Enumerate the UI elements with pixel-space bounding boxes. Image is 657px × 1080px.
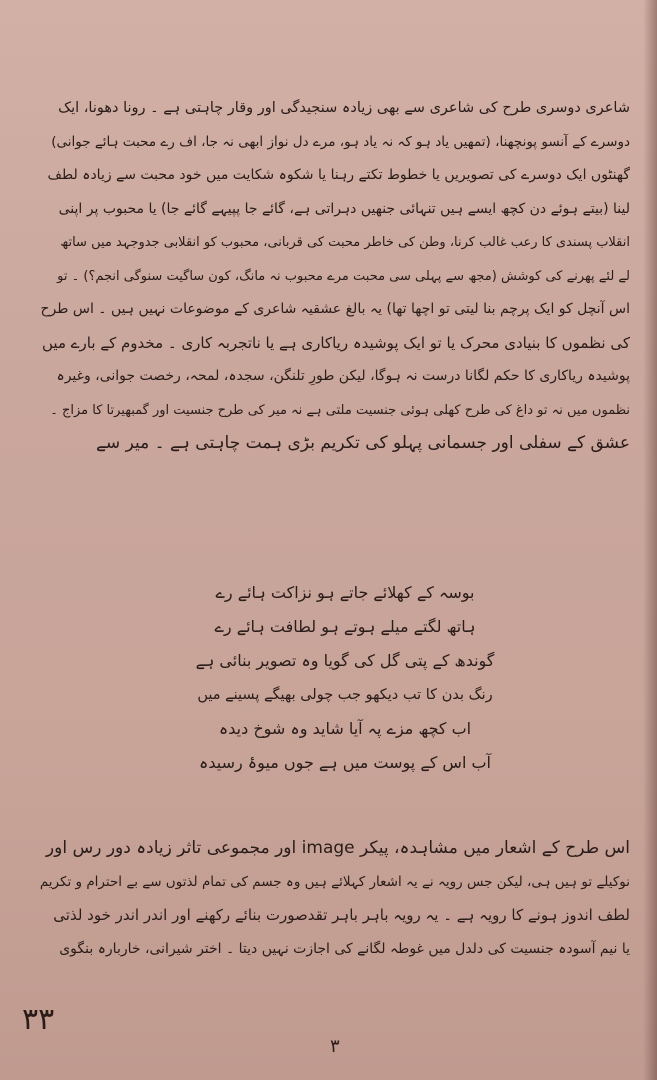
page-number: ۳۳ [22, 1002, 55, 1037]
prose-line: اس آنچل کو ایک پرچم بنا لیتی تو اچھا تھا) یہ بالغ عشقیہ شاعری کے موضوعات نہیں ہیں ۔ اس طرح [40, 301, 630, 317]
prose-line: انقلاب پسندی کا رعب غالب کرنا، وطن کی خاطر محبت کی قربانی، محبوب کو انقلابی جدوجہد میں ساتھ [60, 235, 630, 250]
verse-line: آب اس کے پوست میں ہے جوں میوۂ رسیدہ [198, 753, 491, 772]
prose-line: لے لئے پھرنے کی کوشش (مجھ سے پہلی سی محبت مرے محبوب نہ مانگ، کون ساگیت سنوگی انجم؟) ۔ تو [57, 268, 630, 284]
prose-line: دوسرے کے آنسو پونچھنا، (تمھیں یاد ہو کہ نہ یاد ہو، مرے دل نواز ابھی نہ جا، اف رے محبت ہائے جوانی) [51, 133, 630, 150]
prose-paragraph-2 [40, 832, 630, 966]
page-edge-shadow [643, 0, 657, 1080]
prose-line: عشق کے سفلی اور جسمانی پہلو کی تکریم بڑی ہمت چاہتی ہے ۔ میر سے [95, 433, 630, 453]
prose-line: نوکیلے تو ہیں ہی، لیکن جس رویہ نے یہ اشعار کہلائے ہیں وہ جسم کی تمام لذتوں سے بے احترام و تکریم [40, 873, 630, 890]
verse-line: اب کچھ مزے پہ آیا شاید وہ شوخ دیدہ [218, 719, 472, 738]
prose-line: شاعری دوسری طرح کی شاعری سے بھی زیادہ سنجیدگی اور وقار چاہتی ہے ۔ رونا دھونا، ایک [58, 100, 630, 116]
prose-line: لطف اندوز ہونے کا رویہ ہے ۔ یہ رویہ باہر باہر تقدصورت بنائے رکھنے اور اندر اندر خود لذتی [53, 906, 630, 924]
prose-paragraph-1 [40, 92, 630, 461]
verse-line: بوسہ کے کھلائے جاتے ہو نزاکت ہائے رے [215, 583, 475, 602]
verse-line: ہاتھ لگتے میلے ہوتے ہو لطافت ہائے رے [214, 617, 476, 636]
verse-block [195, 576, 495, 780]
verse-line: رنگ بدن کا تب دیکھو جب چولی بھیگے پسینے میں [197, 687, 493, 703]
verse-line: گوندھ کے پتی گل کی گویا وہ تصویر بنائی ہے [195, 651, 495, 670]
prose-line: لینا (بیتے ہوئے دن کچھ ایسے ہیں تنہائی جنھیں دہراتی ہے، گائے جا پپیہے گائے جا) یا محبوب پر اپنی [58, 200, 630, 217]
prose-line: پوشیدہ ریاکاری کا حکم لگانا درست نہ ہوگا، لیکن طورِ تلنگن، سجدہ، لمحہ، رخصت جوانی، وغیرہ [56, 368, 630, 384]
prose-line: نظموں میں نہ تو داغ کی طرح کھلی ہوئی جنسیت ملتی ہے نہ میر کی طرح جنسیت اور گمبھیرتا کا مزاج ۔ [50, 402, 630, 418]
footer-mark: ۳ [330, 1036, 340, 1057]
prose-line: اس طرح کے اشعار میں مشاہدہ، پیکر image اور مجموعی تاثر زیادہ دور رس اور [45, 838, 630, 858]
prose-line: گھنٹوں ایک دوسرے کی تصویریں یا خطوط تکتے رہنا یا شکوہ شکایت میں خود محبت سے زیادہ لطف [47, 167, 630, 183]
prose-line: یا نیم آسودہ جنسیت کی دلدل میں غوطہ لگانے کی اجازت نہیں دیتا ۔ اختر شیرانی، خاربارہ بنگوی [59, 940, 630, 957]
prose-line: کی نظموں کا بنیادی محرک یا تو ایک پوشیدہ ریاکاری ہے یا ناتجربہ کاری ۔ مخدوم کے بارے میں [42, 333, 630, 352]
